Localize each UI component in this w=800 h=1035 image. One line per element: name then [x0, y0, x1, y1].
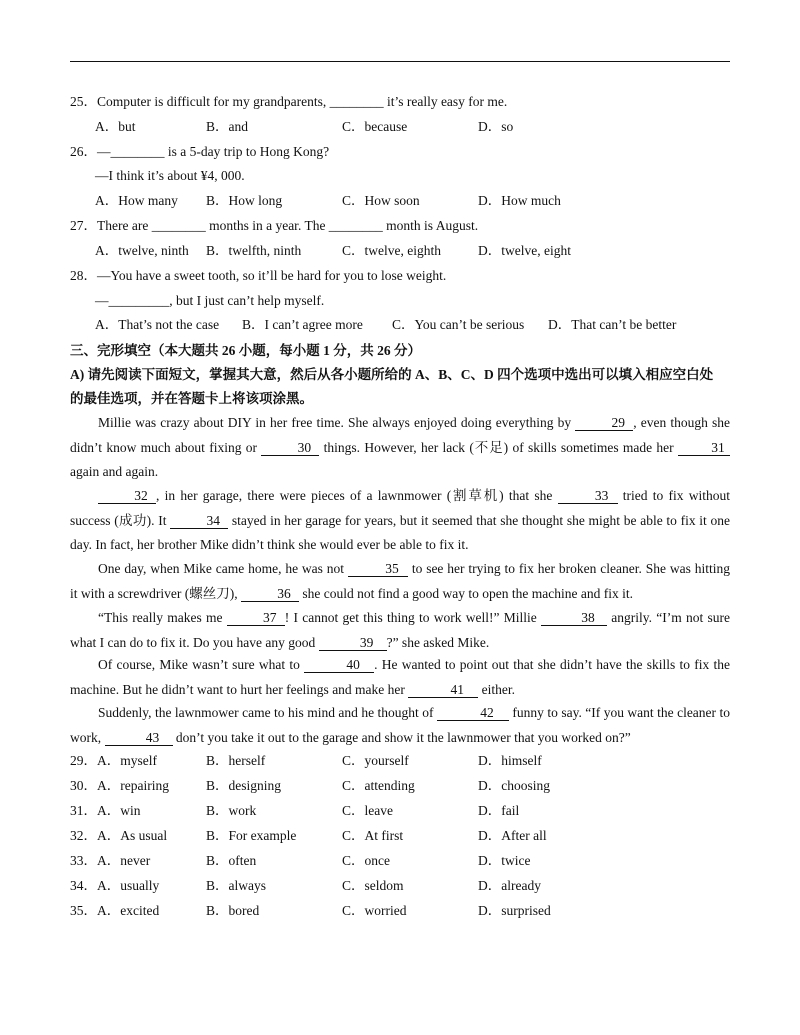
choice-30-c: C．attending	[342, 778, 415, 793]
section-instruction-line-2: 的最佳选项，并在答题卡上将该项涂黑。	[70, 391, 313, 406]
q26-option-b: B．How long	[206, 193, 283, 208]
question-28: 28．—You have a sweet tooth, so it’ll be hard for you to lose weight.	[70, 268, 447, 283]
choice-32-b: B．For example	[206, 828, 297, 843]
choice-30-b: B．designing	[206, 778, 282, 793]
q27-option-a: A．twelve, ninth	[95, 243, 189, 258]
choice-29-c: C．yourself	[342, 753, 409, 768]
section-instruction-line-1: A) 请先阅读下面短文，掌握其大意，然后从各小题所给的 A、B、C、D 四个选项中选出可以填入相应空白处	[70, 367, 714, 382]
q25-option-b: B．and	[206, 119, 248, 134]
choice-35-c: C．worried	[342, 903, 407, 918]
blank-38: 38	[541, 611, 607, 626]
q25-option-d: D．so	[478, 119, 514, 134]
q28-option-c: C．You can’t be serious	[392, 317, 525, 332]
choice-31-c: C．leave	[342, 803, 393, 818]
choice-30: 30．A．repairing	[70, 778, 169, 793]
q28-option-b: B．I can’t agree more	[242, 317, 363, 332]
blank-33: 33	[558, 489, 618, 504]
blank-34: 34	[170, 514, 228, 529]
blank-41: 41	[408, 683, 478, 698]
choice-34-d: D．already	[478, 878, 541, 893]
q26-option-a: A．How many	[95, 193, 178, 208]
choice-32: 32．A．As usual	[70, 828, 168, 843]
q26-option-c: C．How soon	[342, 193, 420, 208]
question-26: 26．—________ is a 5-day trip to Hong Kong?	[70, 144, 330, 159]
choice-29: 29．A．myself	[70, 753, 157, 768]
passage-paragraph-3: One day, when Mike came home, he was not 35 to see her trying to fix her broken cleaner. She was hitting it with a screwdriver (螺丝刀), 36 she could not find a good way to open the machine and fix it.	[70, 561, 730, 601]
header-rule	[70, 61, 730, 62]
q28-option-a: A．That’s not the case	[95, 317, 220, 332]
question-26-reply: —I think it’s about ¥4, 000.	[95, 168, 245, 183]
choice-29-b: B．herself	[206, 753, 266, 768]
choice-34-b: B．always	[206, 878, 266, 893]
blank-37: 37	[227, 611, 285, 626]
choice-32-d: D．After all	[478, 828, 547, 843]
blank-43: 43	[105, 731, 173, 746]
q27-option-b: B．twelfth, ninth	[206, 243, 302, 258]
passage-paragraph-6: Suddenly, the lawnmower came to his mind and he thought of 42 funny to say. “If you want the cleaner to work, 43 don’t you take it out to the garage and show it the lawnmower that you worked on?”	[70, 705, 730, 745]
choice-33-c: C．once	[342, 853, 390, 868]
choice-35: 35．A．excited	[70, 903, 160, 918]
choice-34-c: C．seldom	[342, 878, 404, 893]
passage-paragraph-1: Millie was crazy about DIY in her free time. She always enjoyed doing everything by 29 , even though she didn’t know much about fixing or 30 things. However, her lack (不足) of skills sometimes made her 31 again and again.	[70, 415, 730, 479]
choice-31-b: B．work	[206, 803, 257, 818]
choice-32-c: C．At first	[342, 828, 404, 843]
choice-29-d: D．himself	[478, 753, 542, 768]
choice-35-d: D．surprised	[478, 903, 551, 918]
q26-option-d: D．How much	[478, 193, 561, 208]
q25-option-c: C．because	[342, 119, 408, 134]
blank-39: 39	[319, 636, 387, 651]
passage-paragraph-4: “This really makes me 37 ! I cannot get this thing to work well!” Millie 38 angrily. “I’m not sure what I can do to fix it. Do you have any good 39 ?” she asked Mike.	[70, 610, 730, 650]
choice-31: 31．A．win	[70, 803, 141, 818]
blank-35: 35	[348, 562, 408, 577]
blank-31: 31	[678, 441, 730, 456]
question-28-reply: —_________, but I just can’t help myself.	[95, 293, 325, 308]
choice-30-d: D．choosing	[478, 778, 550, 793]
q27-option-d: D．twelve, eight	[478, 243, 571, 258]
choice-34: 34．A．usually	[70, 878, 160, 893]
q28-option-d: D．That can’t be better	[548, 317, 677, 332]
blank-30: 30	[261, 441, 319, 456]
blank-40: 40	[304, 658, 374, 673]
choice-33: 33．A．never	[70, 853, 151, 868]
choice-33-d: D．twice	[478, 853, 531, 868]
passage-paragraph-5: Of course, Mike wasn’t sure what to 40 . He wanted to point out that she didn’t have the skills to fix the machine. But he didn’t want to hurt her feelings and make her 41 either.	[70, 657, 730, 697]
q25-option-a: A．but	[95, 119, 136, 134]
passage-paragraph-2: 32 , in her garage, there were pieces of a lawnmower (割草机) that she 33 tried to fix without success (成功). It 34 stayed in her garage for years, but it seemed that she thought she might be able to fix it one day. In fact, her brother Mike didn’t think she would ever be able to fix it.	[70, 488, 730, 552]
choice-31-d: D．fail	[478, 803, 520, 818]
blank-32: 32	[98, 489, 156, 504]
q27-option-c: C．twelve, eighth	[342, 243, 441, 258]
blank-36: 36	[241, 587, 299, 602]
blank-42: 42	[437, 706, 509, 721]
section-title: 三、完形填空（本大题共 26 小题，每小题 1 分，共 26 分）	[70, 343, 421, 358]
question-27: 27．There are ________ months in a year. The ________ month is August.	[70, 218, 479, 233]
blank-29: 29	[575, 416, 633, 431]
choice-33-b: B．often	[206, 853, 257, 868]
question-25: 25．Computer is difficult for my grandparents, ________ it’s really easy for me.	[70, 94, 508, 109]
choice-35-b: B．bored	[206, 903, 260, 918]
